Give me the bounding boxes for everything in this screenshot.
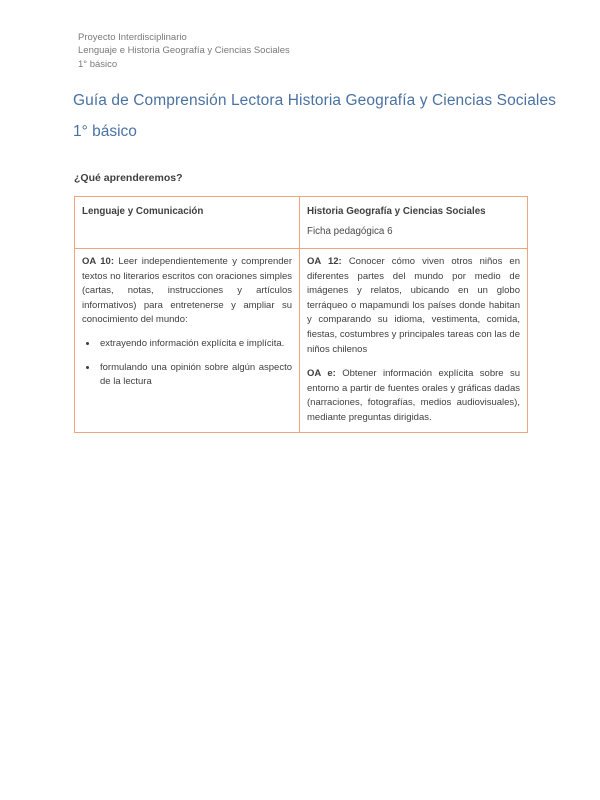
header-line-grade: 1° básico — [78, 58, 118, 70]
section-heading: ¿Qué aprenderemos? — [74, 172, 183, 184]
oa10-text: Leer independientemente y comprender textos no literarios escritos con oraciones simples (cartas, notas, instrucciones y artículos informativos) para entretenerse y ampliar su conocimiento del mundo: — [82, 256, 292, 326]
objectives-table — [74, 196, 528, 433]
oa10-bullet-list — [82, 336, 292, 390]
page-title-grade: 1° básico — [73, 123, 137, 140]
oa12-label: OA 12: — [307, 256, 342, 267]
oae-paragraph — [307, 367, 520, 425]
oa10-paragraph — [82, 255, 292, 328]
oae-label: OA e: — [307, 368, 336, 380]
bullet-item-explicita: • extrayendo información explícita e implícita. — [98, 336, 292, 352]
column-title-lenguaje: Lenguaje y Comunicación — [82, 206, 204, 217]
column-subtitle-ficha: Ficha pedagógica 6 — [307, 226, 393, 237]
header-line-subject: Lenguaje e Historia Geografía y Ciencias Sociales — [78, 45, 290, 57]
oa12-paragraph — [307, 255, 520, 357]
table-body-row — [75, 249, 528, 433]
oa12-text: Conocer cómo viven otros niños en diferentes partes del mundo por medio de imágenes y relatos, ubicando en un globo terráqueo o mapamundi los países donde habitan y comparando su idioma, vestimenta, comida, fiestas, costumbres y principales tareas con las de niños chilenos — [307, 256, 520, 355]
bullet-item-opinion: • formulando una opinión sobre algún aspecto de la lectura — [98, 360, 292, 390]
page-title: Guía de Comprensión Lectora Historia Geografía y Ciencias Sociales — [73, 92, 557, 109]
header-cell-lenguaje — [75, 197, 300, 249]
oa10-label: OA 10: — [82, 256, 114, 267]
header-line-project: Proyecto Interdisciplinario — [78, 32, 187, 43]
cell-oa-lenguaje — [75, 249, 300, 433]
oae-text: Obtener información explícita sobre su entorno a partir de fuentes orales y gráficas dadas (narraciones, fotografías, medios audiovisuales), mediante preguntas dirigidas. — [307, 368, 521, 423]
document-header — [78, 31, 290, 71]
header-cell-historia — [300, 197, 528, 249]
table-header-row — [75, 197, 528, 249]
cell-oa-historia — [300, 249, 528, 433]
column-title-historia: Historia Geografía y Ciencias Sociales — [307, 206, 486, 217]
